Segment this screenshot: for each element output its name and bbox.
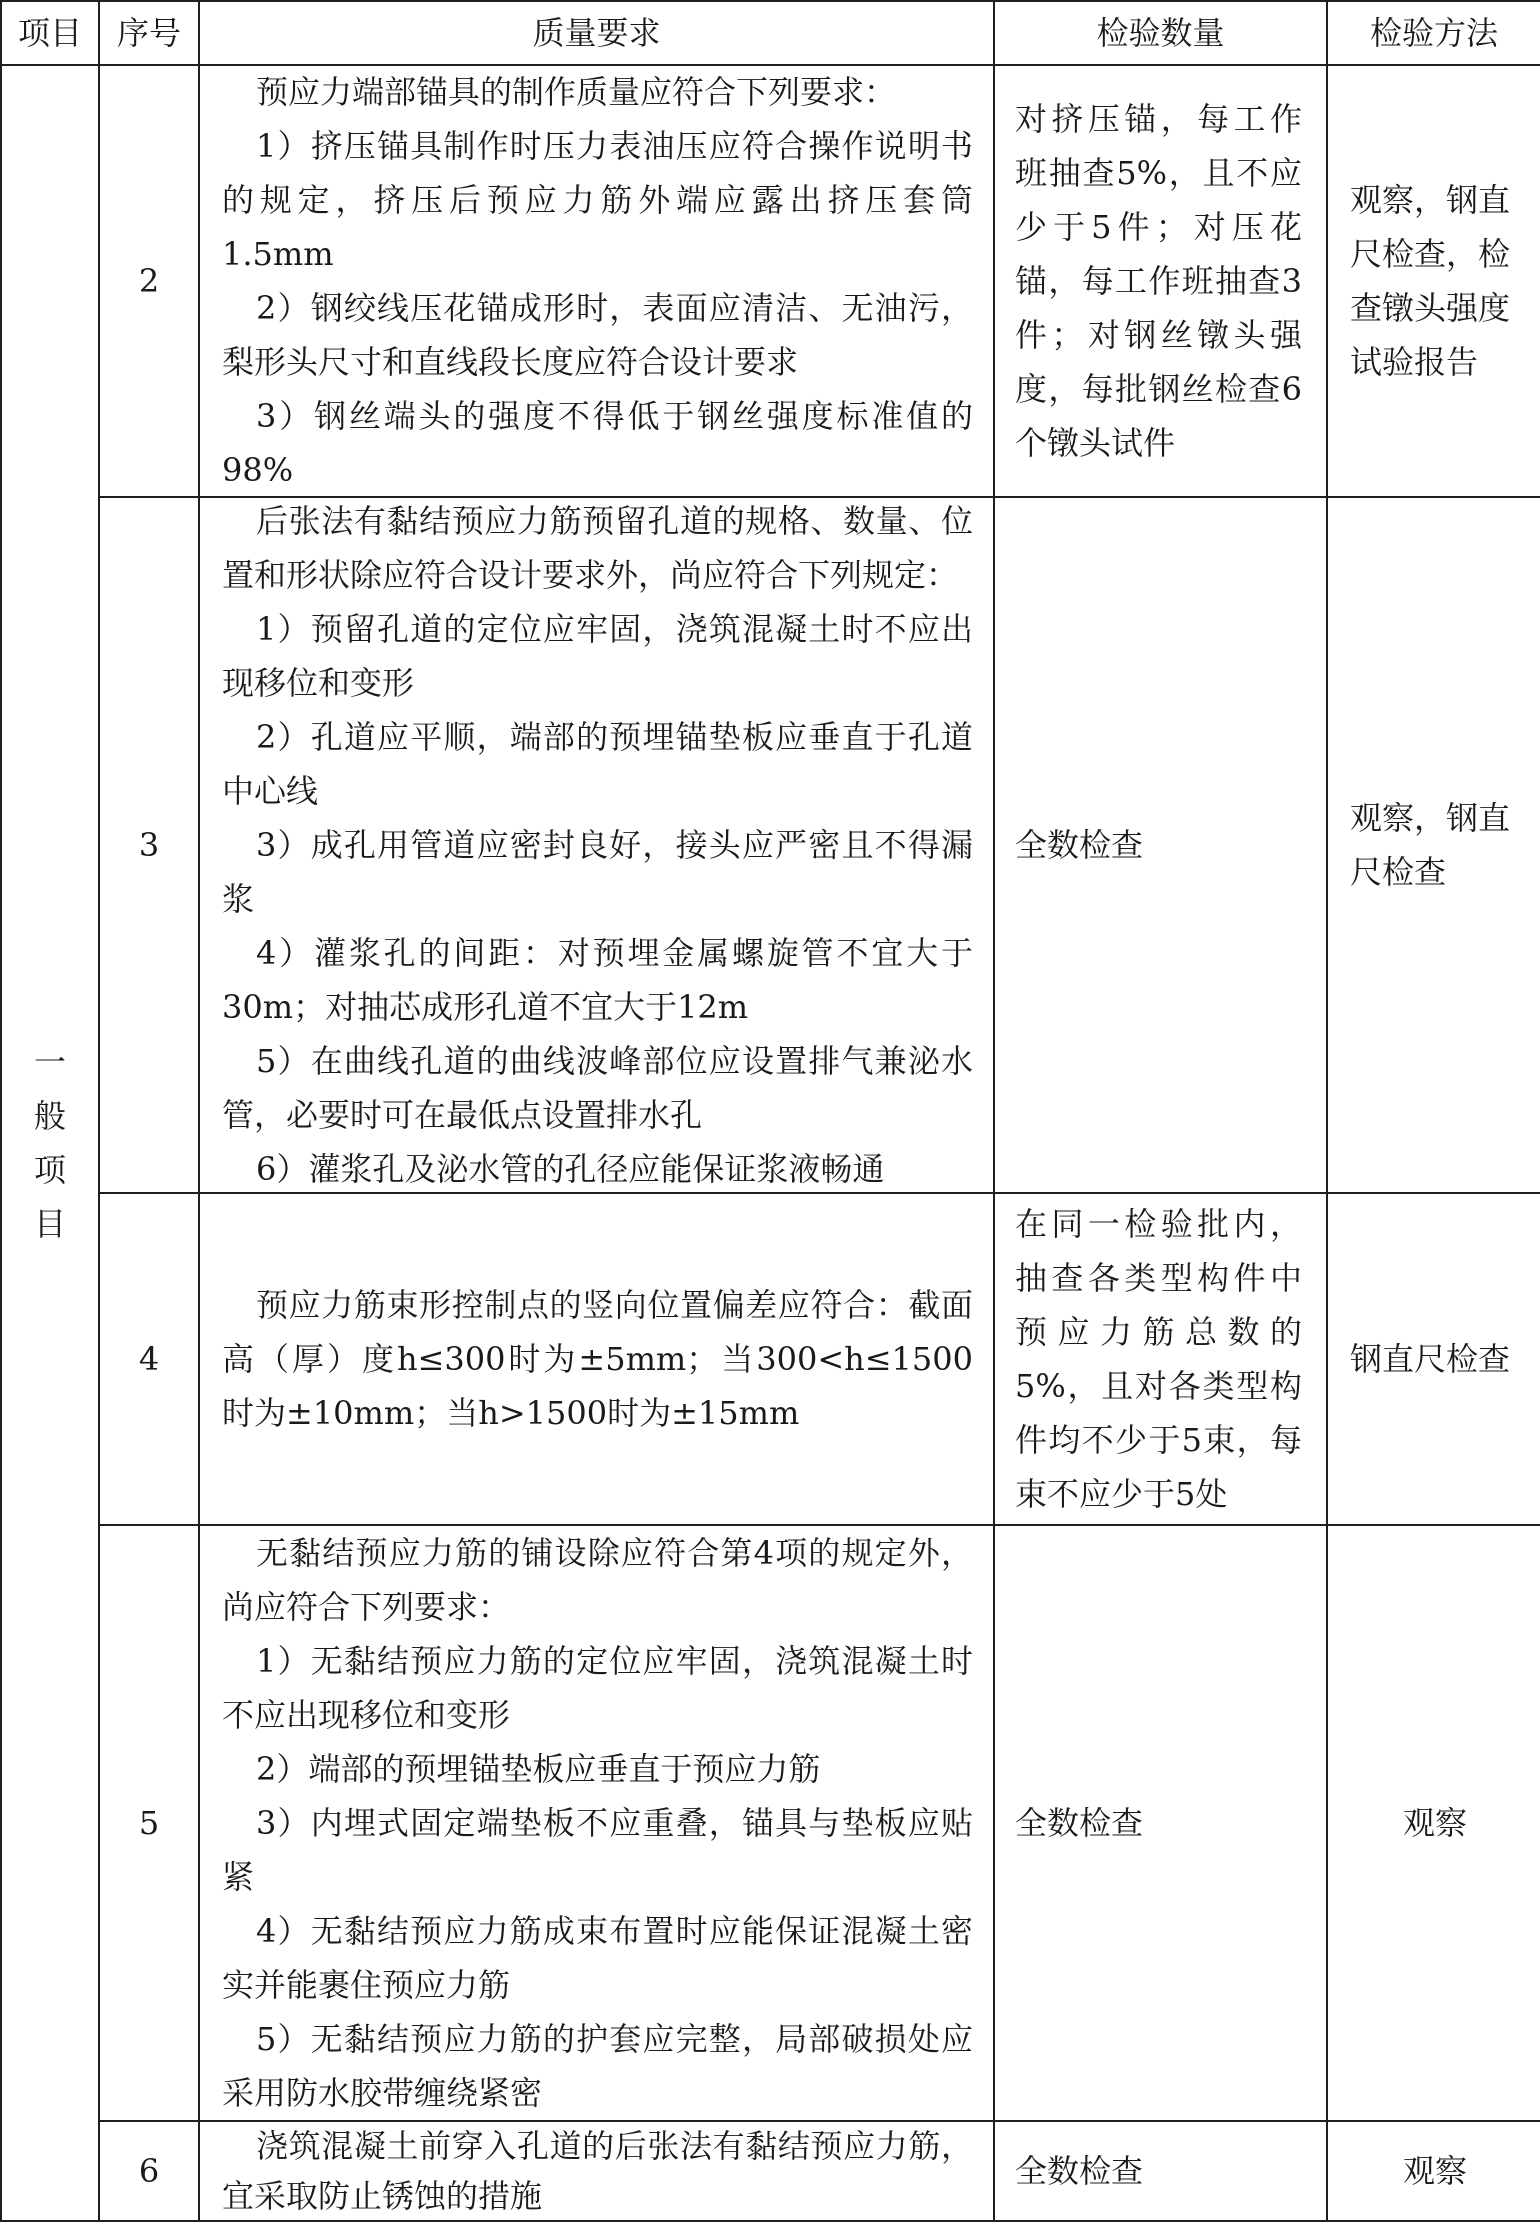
requirement-line: 4）无黏结预应力筋成束布置时应能保证混凝土密实并能裹住预应力筋 — [222, 1912, 973, 2004]
method-cell — [1328, 2122, 1540, 2220]
requirement-cell — [200, 1526, 993, 2120]
requirement-cell — [200, 2122, 993, 2220]
row-number: 6 — [138, 2152, 160, 2190]
requirement-cell — [200, 498, 993, 1192]
requirement-line: 3）内埋式固定端垫板不应重叠，锚具与垫板应贴紧 — [222, 1804, 973, 1896]
requirement-line: 1）无黏结预应力筋的定位应牢固，浇筑混凝土时不应出现移位和变形 — [222, 1642, 973, 1734]
method-text: 观察，钢直尺检查，检查镦头强度试验报告 — [1350, 181, 1511, 381]
category-cell — [2, 66, 98, 2220]
requirement-line: 1）预留孔道的定位应牢固，浇筑混凝土时不应出现移位和变形 — [222, 610, 973, 702]
quantity-cell — [995, 1194, 1326, 1524]
requirement-line: 预应力筋束形控制点的竖向位置偏差应符合：截面高（厚）度h≤300时为±5mm；当300<h≤1500时为±10mm；当h>1500时为±15mm — [222, 1286, 973, 1432]
requirement-line: 2）钢绞线压花锚成形时，表面应清洁、无油污，梨形头尺寸和直线段长度应符合设计要求 — [222, 289, 973, 381]
requirement-line: 预应力端部锚具的制作质量应符合下列要求： — [256, 73, 897, 111]
row-number: 5 — [138, 1804, 160, 1842]
method-text: 观察 — [1402, 2152, 1467, 2190]
category-label: 一般项目 — [34, 1043, 67, 1243]
quantity-cell — [995, 2122, 1326, 2220]
requirement-line: 无黏结预应力筋的铺设除应符合第4项的规定外，尚应符合下列要求： — [222, 1534, 973, 1626]
requirement-line: 5）无黏结预应力筋的护套应完整，局部破损处应采用防水胶带缠绕紧密 — [222, 2020, 973, 2112]
method-text: 观察，钢直尺检查 — [1350, 799, 1511, 891]
method-text: 钢直尺检查 — [1350, 1340, 1511, 1378]
requirement-line: 3）成孔用管道应密封良好，接头应严密且不得漏浆 — [222, 826, 973, 918]
requirement-line: 6）灌浆孔及泌水管的孔径应能保证浆液畅通 — [256, 1150, 885, 1188]
row-number: 2 — [138, 262, 160, 300]
header-no: 序号 — [116, 14, 181, 52]
requirement-line: 3）钢丝端头的强度不得低于钢丝强度标准值的98% — [222, 397, 973, 489]
quantity-cell — [995, 1526, 1326, 2120]
quantity-cell — [995, 498, 1326, 1192]
requirement-line: 5）在曲线孔道的曲线波峰部位应设置排气兼泌水管，必要时可在最低点设置排水孔 — [222, 1042, 973, 1134]
method-cell — [1328, 1194, 1540, 1524]
row-number: 3 — [138, 826, 160, 864]
quantity-text: 全数检查 — [1015, 826, 1144, 864]
header-project: 项目 — [17, 14, 82, 52]
quantity-text: 全数检查 — [1015, 2152, 1144, 2190]
requirement-line: 4）灌浆孔的间距：对预埋金属螺旋管不宜大于30m；对抽芯成形孔道不宜大于12m — [222, 934, 973, 1026]
requirement-line: 2）端部的预埋锚垫板应垂直于预应力筋 — [256, 1750, 821, 1788]
method-cell — [1328, 498, 1540, 1192]
quantity-text: 全数检查 — [1015, 1804, 1144, 1842]
header-requirement: 质量要求 — [532, 14, 661, 52]
quantity-text: 对挤压锚，每工作班抽查5%，且不应少于5件；对压花锚，每工作班抽查3件；对钢丝镦头强度，每批钢丝检查6个镦头试件 — [1015, 100, 1302, 462]
header-quantity: 检验数量 — [1096, 14, 1225, 52]
method-cell — [1328, 66, 1540, 496]
quantity-cell — [995, 66, 1326, 496]
requirement-line: 浇筑混凝土前穿入孔道的后张法有黏结预应力筋，宜采取防止锈蚀的措施 — [222, 2127, 973, 2215]
quantity-text: 在同一检验批内，抽查各类型构件中预应力筋总数的5%，且对各类型构件均不少于5束，每束不应少于5处 — [1015, 1205, 1302, 1513]
header-method: 检验方法 — [1369, 14, 1498, 52]
method-cell — [1328, 1526, 1540, 2120]
requirement-line: 后张法有黏结预应力筋预留孔道的规格、数量、位置和形状除应符合设计要求外，尚应符合下列规定： — [222, 502, 973, 594]
requirement-cell — [200, 66, 993, 496]
requirement-line: 1）挤压锚具制作时压力表油压应符合操作说明书的规定，挤压后预应力筋外端应露出挤压套筒1.5mm — [222, 127, 973, 273]
requirement-line: 2）孔道应平顺，端部的预埋锚垫板应垂直于孔道中心线 — [222, 718, 973, 810]
row-number: 4 — [138, 1340, 160, 1378]
method-text: 观察 — [1402, 1804, 1467, 1842]
requirement-cell — [200, 1194, 993, 1524]
